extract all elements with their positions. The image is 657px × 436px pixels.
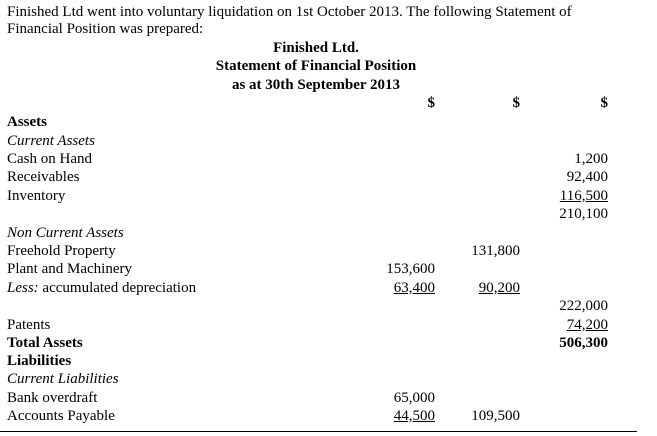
currency-header-1: $	[427, 95, 435, 111]
less-prefix: Less:	[7, 280, 39, 296]
row-depreciation-label	[7, 279, 196, 297]
company-name: Finished Ltd.	[273, 40, 359, 56]
intro-line-1: Finished Ltd went into voluntary liquidation on 1st October 2013. The following Statement of	[7, 4, 572, 20]
statement-date: as at 30th September 2013	[231, 77, 401, 93]
row-inventory-label: Inventory	[7, 188, 66, 204]
currency-header-3: $	[600, 95, 608, 111]
intro-line-2: Financial Position was prepared:	[7, 21, 204, 37]
statement-title: Statement of Financial Position	[215, 58, 417, 74]
section-non-current-assets: Non Current Assets	[7, 225, 124, 241]
row-depreciation-c2: 90,200	[478, 280, 520, 296]
row-payables-c1: 44,500	[393, 408, 435, 424]
depreciation-text: accumulated depreciation	[42, 280, 197, 296]
row-total-assets-label: Total Assets	[7, 335, 83, 351]
section-current-assets: Current Assets	[7, 133, 95, 149]
currency-header-2: $	[512, 95, 520, 111]
section-liabilities: Liabilities	[7, 353, 72, 369]
row-receivables-label: Receivables	[7, 169, 80, 185]
row-freehold-c2: 131,800	[471, 243, 520, 259]
row-total-assets-c3: 506,300	[559, 335, 608, 351]
row-depreciation-c1: 63,400	[393, 280, 435, 296]
row-payables-c2: 109,500	[471, 408, 520, 424]
row-plant-label: Plant and Machinery	[7, 261, 132, 277]
row-patents-label: Patents	[7, 317, 51, 333]
row-plant-c1: 153,600	[386, 261, 435, 277]
row-overdraft-label: Bank overdraft	[7, 390, 98, 406]
page-bottom-rule	[0, 431, 637, 432]
row-patents-c3: 74,200	[566, 317, 608, 333]
row-inventory-c3: 116,500	[559, 188, 608, 204]
section-current-liabilities: Current Liabilities	[7, 371, 119, 387]
non-current-assets-total: 222,000	[559, 298, 608, 314]
current-assets-total: 210,100	[559, 206, 608, 222]
row-overdraft-c1: 65,000	[393, 390, 435, 406]
section-assets: Assets	[7, 114, 47, 130]
row-payables-label: Accounts Payable	[7, 408, 115, 424]
row-cash-label: Cash on Hand	[7, 151, 92, 167]
row-freehold-label: Freehold Property	[7, 243, 116, 259]
row-cash-c3: 1,200	[574, 151, 608, 167]
row-receivables-c3: 92,400	[566, 169, 608, 185]
